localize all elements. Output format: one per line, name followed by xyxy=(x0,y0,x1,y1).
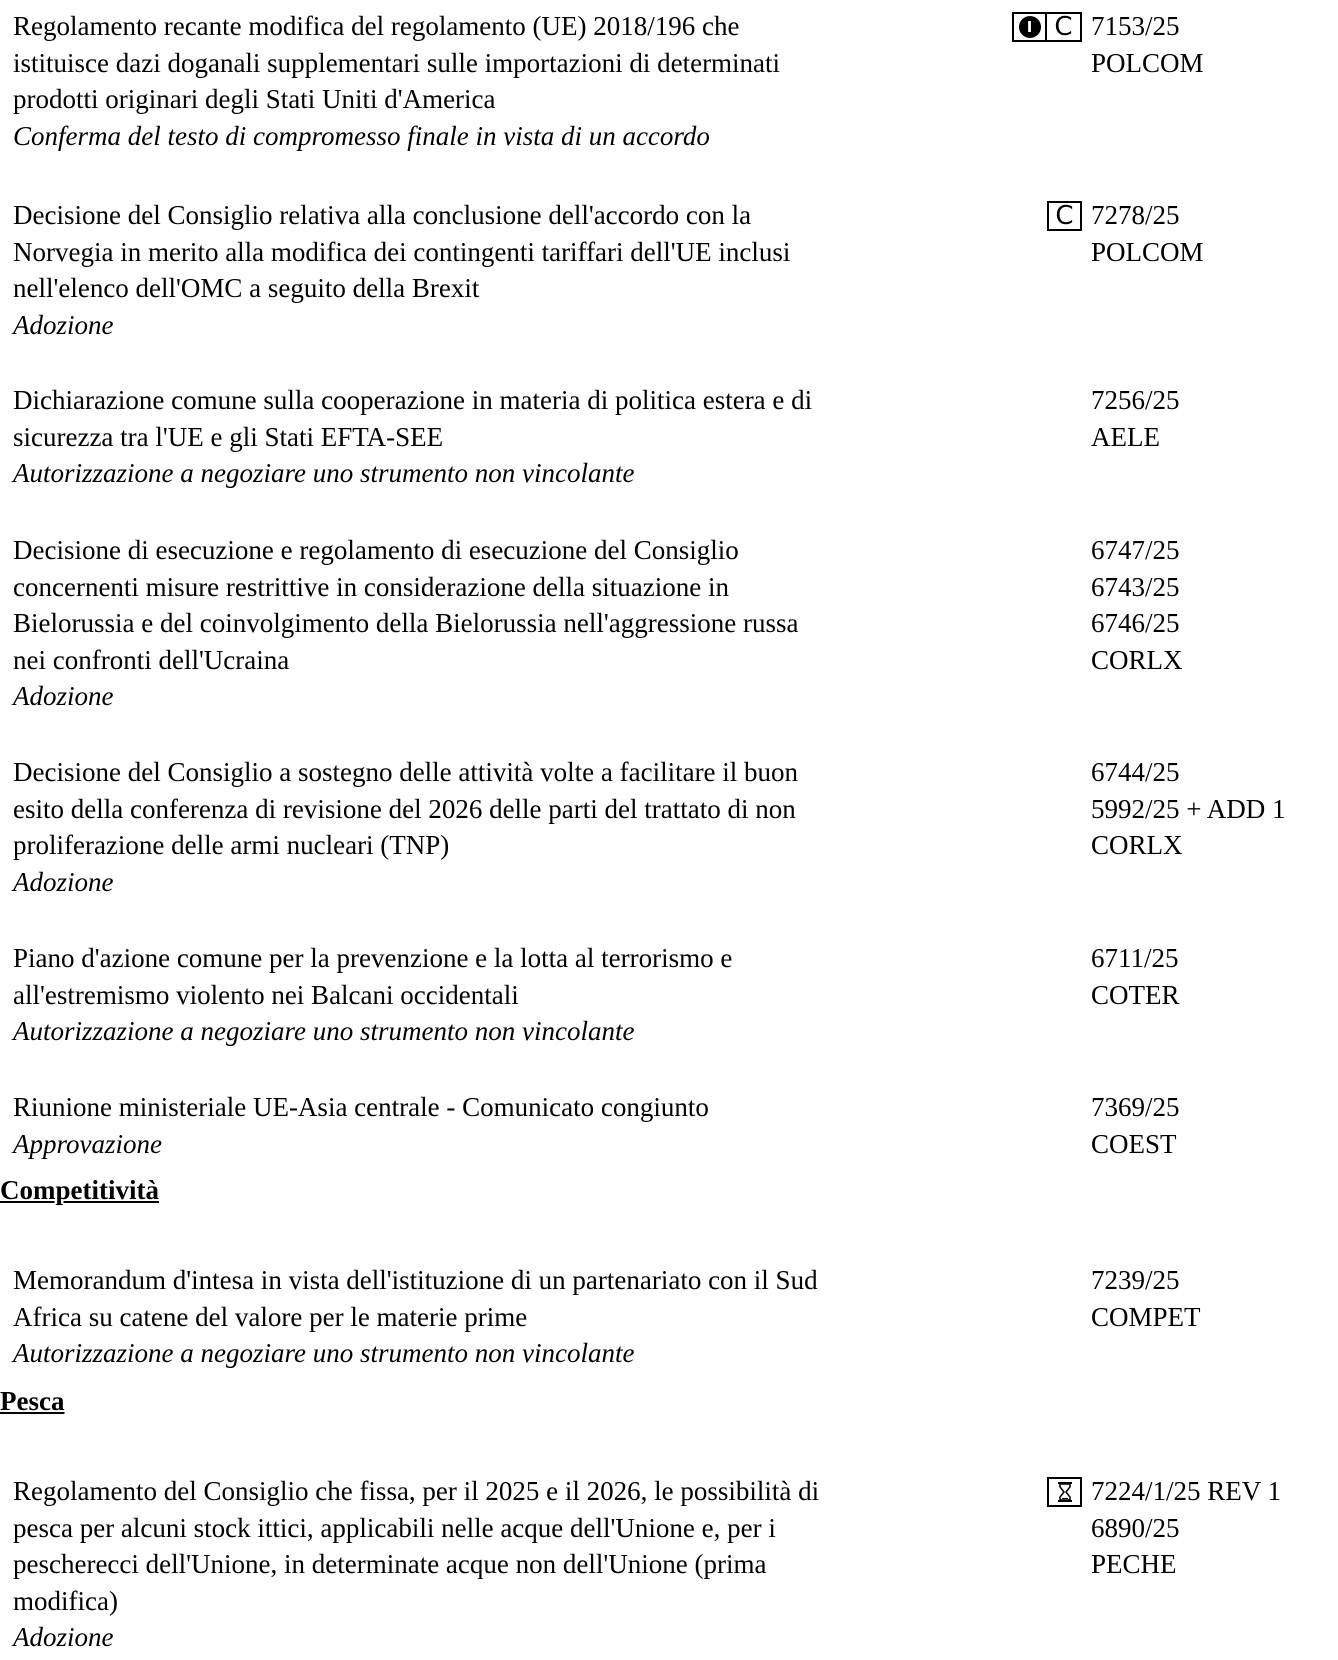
document-reference: 6890/25 xyxy=(1091,1512,1180,1543)
item-text-line: sicurezza tra l'UE e gli Stati EFTA-SEE xyxy=(13,421,444,452)
item-text-line: modifica) xyxy=(13,1585,118,1616)
item-text-line: concernenti misure restrittive in considerazione della situazione in xyxy=(13,571,729,602)
item-description xyxy=(13,754,973,900)
item-action: Adozione xyxy=(13,681,114,711)
item-text-line: Africa su catene del valore per le materie prime xyxy=(13,1301,528,1332)
c-icon: C xyxy=(1047,12,1082,42)
document-reference: 7256/25 xyxy=(1091,385,1180,415)
item-text-line: istituisce dazi doganali supplementari sulle importazioni di determinati xyxy=(13,47,781,78)
item-description xyxy=(13,8,973,154)
document-reference: 6746/25 xyxy=(1091,608,1180,638)
item-text-line: Decisione del Consiglio a sostegno delle attività volte a facilitare il buon xyxy=(13,757,799,787)
item-text-line: Riunione ministeriale UE-Asia centrale - Comunicato congiunto xyxy=(13,1092,709,1122)
document-reference: 7153/25 xyxy=(1091,11,1180,41)
c-icon: C xyxy=(1047,201,1082,231)
item-icons xyxy=(1047,201,1082,231)
document-reference: 6711/25 xyxy=(1091,943,1179,973)
document-reference: 5992/25 + ADD 1 xyxy=(1091,793,1286,824)
document-reference: POLCOM xyxy=(1091,236,1204,267)
document-reference: COTER xyxy=(1091,979,1180,1010)
item-action: Autorizzazione a negoziare uno strumento non vincolante xyxy=(13,1016,635,1046)
document-reference: 6743/25 xyxy=(1091,571,1180,602)
document-reference: PECHE xyxy=(1091,1549,1177,1579)
item-action: Adozione xyxy=(13,866,114,897)
item-text-line: Norvegia in merito alla modifica dei contingenti tariffari dell'UE inclusi xyxy=(13,236,791,267)
document-reference: 7278/25 xyxy=(1091,200,1180,230)
item-description xyxy=(13,197,973,343)
item-description xyxy=(13,1473,973,1656)
item-description xyxy=(13,940,973,1050)
item-description xyxy=(13,1089,973,1162)
document-reference: 7224/1/25 REV 1 xyxy=(1091,1476,1282,1506)
item-text-line: Regolamento recante modifica del regolamento (UE) 2018/196 che xyxy=(13,11,740,41)
document-reference: 6747/25 xyxy=(1091,535,1180,565)
item-references xyxy=(1091,8,1204,81)
item-action: Conferma del testo di compromesso finale in vista di un accordo xyxy=(13,120,710,151)
item-action: Adozione xyxy=(13,1622,114,1652)
item-description xyxy=(13,382,973,492)
item-references xyxy=(1091,940,1180,1013)
item-references xyxy=(1091,1473,1281,1583)
item-references xyxy=(1091,1089,1180,1162)
item-text-line: prodotti originari degli Stati Uniti d'America xyxy=(13,84,496,114)
item-action: Adozione xyxy=(13,309,114,340)
document-reference: 6744/25 xyxy=(1091,757,1180,787)
item-text-line: Memorandum d'intesa in vista dell'istituzione di un partenariato con il Sud xyxy=(13,1265,818,1295)
item-text-line: pescherecci dell'Unione, in determinate acque non dell'Unione (prima xyxy=(13,1549,767,1579)
item-references xyxy=(1091,532,1183,678)
item-action: Autorizzazione a negoziare uno strumento non vincolante xyxy=(13,458,635,488)
item-text-line: Bielorussia e del coinvolgimento della Bielorussia nell'aggressione russa xyxy=(13,608,799,638)
item-text-line: nell'elenco dell'OMC a seguito della Brexit xyxy=(13,273,480,303)
document-reference: 7369/25 xyxy=(1091,1092,1180,1122)
item-references xyxy=(1091,197,1204,270)
item-text-line: proliferazione delle armi nucleari (TNP) xyxy=(13,830,450,860)
item-action: Approvazione xyxy=(13,1128,162,1159)
item-text-line: pesca per alcuni stock ittici, applicabili nelle acque dell'Unione e, per i xyxy=(13,1512,776,1543)
document-reference: CORLX xyxy=(1091,644,1183,675)
item-icons xyxy=(1047,1477,1082,1507)
document-reference: 7239/25 xyxy=(1091,1265,1180,1295)
item-text-line: Dichiarazione comune sulla cooperazione in materia di politica estera e di xyxy=(13,385,813,415)
document-reference: COEST xyxy=(1091,1128,1177,1159)
item-icons xyxy=(1012,12,1082,42)
item-text-line: Decisione del Consiglio relativa alla conclusione dell'accordo con la xyxy=(13,200,752,230)
item-text-line: esito della conferenza di revisione del 2026 delle parti del trattato di non xyxy=(13,793,796,824)
item-text-line: nei confronti dell'Ucraina xyxy=(13,644,290,675)
item-references xyxy=(1091,754,1285,864)
item-text-line: Piano d'azione comune per la prevenzione e la lotta al terrorismo e xyxy=(13,943,733,973)
section-heading: Pesca xyxy=(0,1386,65,1416)
item-references xyxy=(1091,382,1180,455)
item-text-line: all'estremismo violento nei Balcani occidentali xyxy=(13,979,519,1010)
item-text-line: Regolamento del Consiglio che fissa, per il 2025 e il 2026, le possibilità di xyxy=(13,1476,820,1506)
first-reading-icon: I xyxy=(1012,12,1047,42)
document-reference: AELE xyxy=(1091,421,1160,452)
section-heading: Competitività xyxy=(0,1175,159,1205)
document-reference: POLCOM xyxy=(1091,47,1204,78)
document-reference: COMPET xyxy=(1091,1301,1201,1332)
item-references xyxy=(1091,1262,1201,1335)
document-reference: CORLX xyxy=(1091,830,1183,860)
hourglass-icon xyxy=(1047,1477,1082,1507)
item-description xyxy=(13,532,973,715)
item-text-line: Decisione di esecuzione e regolamento di esecuzione del Consiglio xyxy=(13,535,739,565)
item-description xyxy=(13,1262,973,1372)
item-action: Autorizzazione a negoziare uno strumento non vincolante xyxy=(13,1338,635,1368)
